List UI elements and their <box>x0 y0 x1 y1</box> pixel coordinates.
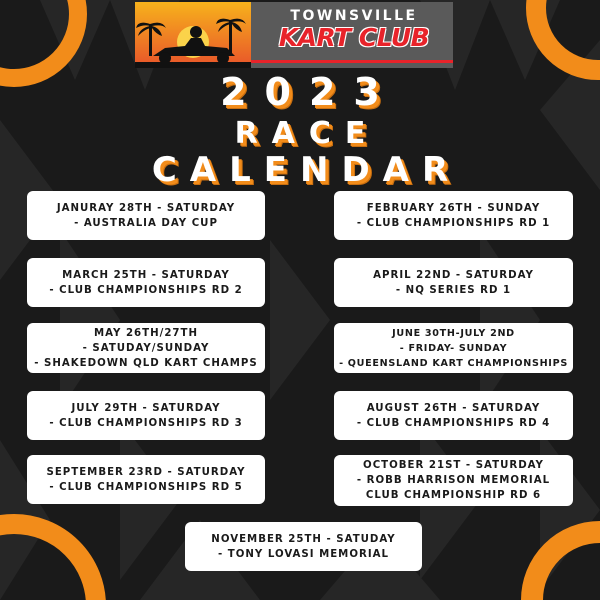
club-logo <box>135 2 453 68</box>
event-line: MARCH 25TH - SATURDAY <box>62 269 230 281</box>
event-card-august <box>334 391 573 440</box>
event-card-january <box>27 191 265 240</box>
event-card-september <box>27 455 265 504</box>
event-line: CLUB CHAMPIONSHIP RD 6 <box>365 490 542 501</box>
event-card-february <box>334 191 573 240</box>
title-year: 2023 <box>220 70 398 114</box>
bottom-right-orange-arc <box>500 500 600 600</box>
logo-town-text: TOWNSVILLE <box>290 8 418 24</box>
event-line: JANURAY 28TH - SATURDAY <box>56 202 236 214</box>
event-line: FEBRUARY 26TH - SUNDAY <box>366 202 541 214</box>
event-card-october <box>334 455 573 506</box>
title-calendar: CALENDAR <box>151 150 462 190</box>
event-card-may <box>27 323 265 373</box>
event-line: - AUSTRALIA DAY CUP <box>74 217 218 229</box>
bottom-left-orange-arc <box>0 500 110 600</box>
event-line: JUNE 30TH-JULY 2ND <box>392 327 515 339</box>
event-line: AUGUST 26TH - SATURDAY <box>366 402 541 414</box>
event-line: - CLUB CHAMPIONSHIPS RD 3 <box>49 417 243 429</box>
event-card-april <box>334 258 573 307</box>
event-line: APRIL 22ND - SATURDAY <box>373 269 534 281</box>
event-card-november <box>185 522 422 571</box>
logo-club-text: KART CLUB <box>278 23 430 52</box>
event-line: - SATUDAY/SUNDAY <box>82 342 210 354</box>
event-line: - CLUB CHAMPIONSHIPS RD 1 <box>356 217 551 229</box>
event-card-march <box>27 258 265 307</box>
event-line: - ROBB HARRISON MEMORIAL <box>356 475 551 486</box>
event-line: JULY 29TH - SATURDAY <box>71 402 221 414</box>
event-line: - FRIDAY- SUNDAY <box>399 342 508 354</box>
event-line: - NQ SERIES RD 1 <box>395 284 512 296</box>
palm-kart-logo-icon <box>135 2 251 68</box>
title-race: RACE <box>234 116 380 151</box>
event-line: - TONY LOVASI MEMORIAL <box>217 548 389 560</box>
event-line: MAY 26TH/27TH <box>94 327 198 339</box>
event-line: - CLUB CHAMPIONSHIPS RD 5 <box>49 481 243 493</box>
logo-stripe <box>251 60 453 63</box>
event-line: - SHAKEDOWN QLD KART CHAMPS <box>34 357 258 369</box>
event-line: - QUEENSLAND KART CHAMPIONSHIPS <box>339 357 568 369</box>
event-line: NOVEMBER 25TH - SATUDAY <box>211 533 396 545</box>
event-card-june <box>334 323 573 373</box>
event-line: SEPTEMBER 23RD - SATURDAY <box>46 466 246 478</box>
event-line: - CLUB CHAMPIONSHIPS RD 2 <box>49 284 243 296</box>
event-card-july <box>27 391 265 440</box>
event-line: - CLUB CHAMPIONSHIPS RD 4 <box>356 417 551 429</box>
event-line: OCTOBER 21ST - SATURDAY <box>363 460 544 471</box>
